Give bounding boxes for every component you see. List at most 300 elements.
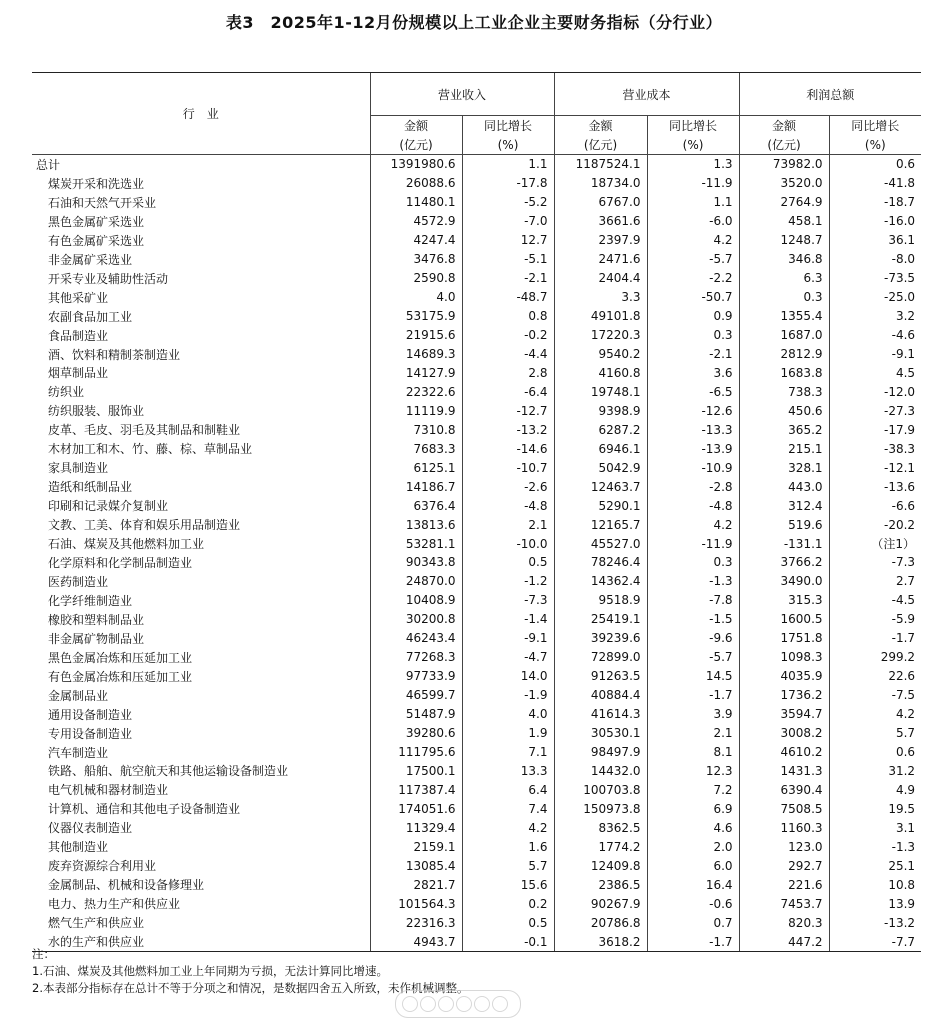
table-row [32,496,921,515]
cost-growth-cell: -2.8 [647,477,739,496]
cost-amount-cell: 2471.6 [554,250,647,269]
revenue-growth-cell: 1.1 [462,155,554,174]
profit-amount-cell: 292.7 [739,856,829,875]
industry-name-cell: 家具制造业 [48,461,109,476]
industry-name-cell: 有色金属冶炼和压延加工业 [48,669,193,684]
industry-name-cell: 电气机械和器材制造业 [48,783,169,798]
profit-amount-cell: 365.2 [739,420,829,439]
cost-growth-cell: 0.3 [647,326,739,345]
profit-growth-cell: -6.6 [829,496,921,515]
table-row [32,686,921,705]
revenue-amount-cell: 53175.9 [370,307,462,326]
cost-growth-cell: 16.4 [647,875,739,894]
cost-growth-cell: 6.9 [647,799,739,818]
table-row [32,724,921,743]
cost-header: 营业成本 [554,73,739,116]
revenue-growth-cell: -10.0 [462,534,554,553]
industry-name-cell: 汽车制造业 [48,745,109,760]
table-row [32,250,921,269]
cost-growth-cell: -50.7 [647,288,739,307]
cost-amount-cell: 2397.9 [554,231,647,250]
table-row [32,837,921,856]
cost-growth-cell: 4.2 [647,515,739,534]
revenue-amount-cell: 13085.4 [370,856,462,875]
table-row [32,629,921,648]
profit-amount-cell: 6390.4 [739,780,829,799]
profit-growth-cell: -1.3 [829,837,921,856]
industry-name-cell: 农副食品加工业 [48,309,133,324]
cost-amount-unit: (亿元) [554,135,647,155]
table-row [32,875,921,894]
revenue-growth-cell: -9.1 [462,629,554,648]
table-row [32,743,921,762]
cost-growth-cell: -10.9 [647,458,739,477]
profit-growth-cell: -7.5 [829,686,921,705]
cost-growth-cell: -2.1 [647,345,739,364]
revenue-growth-cell: 0.2 [462,894,554,913]
cost-amount-cell: 12409.8 [554,856,647,875]
revenue-growth-cell: 0.5 [462,553,554,572]
revenue-amount-cell: 21915.6 [370,326,462,345]
revenue-amount-cell: 53281.1 [370,534,462,553]
revenue-amount-header: 金额 [370,116,462,136]
revenue-growth-cell: -0.2 [462,326,554,345]
profit-amount-cell: 1600.5 [739,610,829,629]
cost-growth-header: 同比增长 [647,116,739,136]
table-row [32,610,921,629]
cost-growth-cell: -11.9 [647,534,739,553]
revenue-amount-cell: 51487.9 [370,705,462,724]
cost-amount-cell: 78246.4 [554,553,647,572]
revenue-amount-cell: 2159.1 [370,837,462,856]
table-row [32,799,921,818]
cost-amount-cell: 8362.5 [554,818,647,837]
industry-name-cell: 医药制造业 [48,574,109,589]
industry-name-cell: 石油和天然气开采业 [48,195,157,210]
revenue-growth-cell: 0.5 [462,913,554,932]
revenue-growth-cell: 1.9 [462,724,554,743]
profit-amount-cell: 1687.0 [739,326,829,345]
revenue-growth-cell: -12.7 [462,401,554,420]
profit-amount-header: 金额 [739,116,829,136]
cost-amount-cell: 5042.9 [554,458,647,477]
table-row [32,155,921,174]
industry-name-cell: 有色金属矿采选业 [48,233,145,248]
profit-growth-cell: 3.2 [829,307,921,326]
cost-growth-cell: 1.1 [647,193,739,212]
industry-name-cell: 专用设备制造业 [48,726,133,741]
cost-amount-cell: 100703.8 [554,780,647,799]
industry-name-cell: 燃气生产和供应业 [48,916,145,931]
table-row [32,363,921,382]
cost-amount-cell: 2386.5 [554,875,647,894]
revenue-amount-cell: 77268.3 [370,648,462,667]
profit-growth-cell: -41.8 [829,174,921,193]
cost-amount-cell: 1187524.1 [554,155,647,174]
revenue-growth-cell: -4.7 [462,648,554,667]
cost-amount-cell: 40884.4 [554,686,647,705]
profit-growth-cell: -20.2 [829,515,921,534]
revenue-growth-cell: -1.9 [462,686,554,705]
revenue-growth-cell: -7.0 [462,212,554,231]
cost-amount-cell: 3618.2 [554,932,647,951]
profit-amount-cell: 443.0 [739,477,829,496]
cost-growth-cell: -7.8 [647,591,739,610]
note-item-1: 1.石油、煤炭及其他燃料加工业上年同期为亏损，无法计算同比增速。 [32,964,388,978]
revenue-amount-cell: 4247.4 [370,231,462,250]
revenue-amount-cell: 6125.1 [370,458,462,477]
cost-amount-cell: 3.3 [554,288,647,307]
revenue-amount-cell: 4943.7 [370,932,462,951]
industry-name-cell: 化学纤维制造业 [48,593,133,608]
industry-name-cell: 化学原料和化学制品制造业 [48,555,193,570]
revenue-header: 营业收入 [370,73,554,116]
table-row [32,856,921,875]
revenue-growth-cell: 7.4 [462,799,554,818]
cost-growth-cell: -2.2 [647,269,739,288]
cost-amount-header: 金额 [554,116,647,136]
revenue-amount-cell: 14689.3 [370,345,462,364]
industry-name-cell: 其他制造业 [48,840,109,855]
profit-growth-header: 同比增长 [829,116,921,136]
revenue-amount-cell: 14186.7 [370,477,462,496]
revenue-growth-cell: -7.3 [462,591,554,610]
revenue-amount-cell: 7310.8 [370,420,462,439]
revenue-growth-cell: -14.6 [462,439,554,458]
cost-amount-cell: 9518.9 [554,591,647,610]
profit-growth-cell: -25.0 [829,288,921,307]
profit-growth-cell: -38.3 [829,439,921,458]
profit-amount-cell: 738.3 [739,382,829,401]
profit-amount-cell: 73982.0 [739,155,829,174]
table-row [32,231,921,250]
revenue-amount-cell: 97733.9 [370,667,462,686]
profit-growth-cell: 22.6 [829,667,921,686]
cost-growth-cell: 0.3 [647,553,739,572]
revenue-amount-cell: 11480.1 [370,193,462,212]
profit-amount-cell: 4610.2 [739,743,829,762]
profit-amount-cell: 519.6 [739,515,829,534]
revenue-amount-cell: 90343.8 [370,553,462,572]
industry-name-cell: 非金属矿物制品业 [48,631,145,646]
notes-label: 注： [32,947,55,961]
profit-amount-cell: 7453.7 [739,894,829,913]
profit-growth-cell: 31.2 [829,762,921,781]
revenue-growth-cell: -13.2 [462,420,554,439]
cost-growth-cell: 3.6 [647,363,739,382]
table-row [32,326,921,345]
profit-amount-cell: 7508.5 [739,799,829,818]
profit-growth-cell: 0.6 [829,155,921,174]
revenue-amount-cell: 1391980.6 [370,155,462,174]
profit-growth-cell: 2.7 [829,572,921,591]
industry-name-cell: 纺织业 [48,385,85,400]
revenue-growth-header: 同比增长 [462,116,554,136]
revenue-amount-cell: 24870.0 [370,572,462,591]
industry-name-cell: 总计 [36,157,61,172]
cost-growth-cell: -13.3 [647,420,739,439]
financial-indicators-table [32,72,921,952]
cost-amount-cell: 5290.1 [554,496,647,515]
profit-growth-cell: -5.9 [829,610,921,629]
table-row [32,420,921,439]
revenue-amount-cell: 30200.8 [370,610,462,629]
industry-name-cell: 纺织服装、服饰业 [48,404,145,419]
cost-growth-cell: 2.0 [647,837,739,856]
profit-growth-cell: 0.6 [829,743,921,762]
profit-amount-cell: 346.8 [739,250,829,269]
cost-amount-cell: 9398.9 [554,401,647,420]
profit-growth-cell: 299.2 [829,648,921,667]
table-row [32,174,921,193]
cost-growth-cell: -9.6 [647,629,739,648]
profit-growth-cell: -12.0 [829,382,921,401]
cost-amount-cell: 9540.2 [554,345,647,364]
revenue-growth-cell: -1.4 [462,610,554,629]
cost-growth-cell: -4.8 [647,496,739,515]
table-row [32,572,921,591]
revenue-growth-cell: -5.2 [462,193,554,212]
cost-amount-cell: 98497.9 [554,743,647,762]
cost-amount-cell: 6287.2 [554,420,647,439]
table-row [32,705,921,724]
profit-amount-cell: 1248.7 [739,231,829,250]
profit-amount-cell: 1098.3 [739,648,829,667]
revenue-growth-cell: -6.4 [462,382,554,401]
table-row [32,345,921,364]
note-item-2: 2.本表部分指标存在总计不等于分项之和情况，是数据四舍五入所致，未作机械调整。 [32,981,469,995]
cost-growth-unit: (%) [647,135,739,155]
table-row [32,667,921,686]
profit-amount-cell: 2812.9 [739,345,829,364]
industry-name-cell: 石油、煤炭及其他燃料加工业 [48,537,205,552]
profit-amount-cell: 315.3 [739,591,829,610]
table-row [32,382,921,401]
cost-amount-cell: 19748.1 [554,382,647,401]
industry-name-cell: 皮革、毛皮、羽毛及其制品和制鞋业 [48,423,241,438]
cost-amount-cell: 14362.4 [554,572,647,591]
revenue-amount-unit: (亿元) [370,135,462,155]
watermark-icon [395,990,521,1018]
profit-growth-cell: 25.1 [829,856,921,875]
profit-amount-cell: 1355.4 [739,307,829,326]
revenue-growth-cell: -5.1 [462,250,554,269]
profit-growth-cell: -1.7 [829,629,921,648]
table-row [32,591,921,610]
industry-name-cell: 通用设备制造业 [48,707,133,722]
profit-growth-cell: -9.1 [829,345,921,364]
profit-growth-cell: 4.9 [829,780,921,799]
revenue-growth-cell: -10.7 [462,458,554,477]
cost-growth-cell: 1.3 [647,155,739,174]
profit-growth-cell: -7.3 [829,553,921,572]
profit-amount-cell: 450.6 [739,401,829,420]
profit-amount-cell: 221.6 [739,875,829,894]
table-row [32,288,921,307]
cost-growth-cell: 7.2 [647,780,739,799]
industry-name-cell: 计算机、通信和其他电子设备制造业 [48,802,241,817]
industry-name-cell: 其他采矿业 [48,290,109,305]
profit-growth-cell: -18.7 [829,193,921,212]
profit-amount-cell: 312.4 [739,496,829,515]
revenue-amount-cell: 10408.9 [370,591,462,610]
profit-growth-cell: 19.5 [829,799,921,818]
revenue-amount-cell: 11329.4 [370,818,462,837]
profit-growth-cell: -17.9 [829,420,921,439]
table-row [32,401,921,420]
revenue-amount-cell: 11119.9 [370,401,462,420]
industry-name-cell: 橡胶和塑料制品业 [48,612,145,627]
profit-amount-cell: 123.0 [739,837,829,856]
table-row [32,212,921,231]
cost-amount-cell: 72899.0 [554,648,647,667]
profit-amount-cell: 3490.0 [739,572,829,591]
profit-amount-cell: 0.3 [739,288,829,307]
profit-growth-unit: (%) [829,135,921,155]
revenue-amount-cell: 39280.6 [370,724,462,743]
profit-growth-cell: -16.0 [829,212,921,231]
table-row [32,307,921,326]
revenue-growth-cell: 13.3 [462,762,554,781]
cost-amount-cell: 12463.7 [554,477,647,496]
industry-name-cell: 食品制造业 [48,328,109,343]
revenue-growth-cell: -17.8 [462,174,554,193]
revenue-amount-cell: 17500.1 [370,762,462,781]
cost-growth-cell: -1.7 [647,686,739,705]
industry-name-cell: 文教、工美、体育和娱乐用品制造业 [48,518,241,533]
revenue-growth-cell: -1.2 [462,572,554,591]
revenue-amount-cell: 6376.4 [370,496,462,515]
profit-growth-cell: -8.0 [829,250,921,269]
profit-growth-cell: 4.2 [829,705,921,724]
profit-growth-cell: -73.5 [829,269,921,288]
profit-amount-cell: -131.1 [739,534,829,553]
table-row [32,534,921,553]
cost-amount-cell: 3661.6 [554,212,647,231]
profit-growth-cell: -7.7 [829,932,921,951]
cost-growth-cell: -6.5 [647,382,739,401]
revenue-growth-cell: 14.0 [462,667,554,686]
revenue-amount-cell: 4.0 [370,288,462,307]
revenue-growth-cell: -2.1 [462,269,554,288]
profit-amount-cell: 1683.8 [739,363,829,382]
profit-growth-cell: -4.5 [829,591,921,610]
profit-amount-cell: 3520.0 [739,174,829,193]
cost-growth-cell: 6.0 [647,856,739,875]
cost-amount-cell: 1774.2 [554,837,647,856]
cost-growth-cell: 8.1 [647,743,739,762]
industry-name-cell: 电力、热力生产和供应业 [48,897,181,912]
profit-growth-cell: 4.5 [829,363,921,382]
cost-growth-cell: 2.1 [647,724,739,743]
cost-amount-cell: 12165.7 [554,515,647,534]
cost-growth-cell: 4.6 [647,818,739,837]
industry-name-cell: 废弃资源综合利用业 [48,859,157,874]
table-row [32,648,921,667]
cost-amount-cell: 91263.5 [554,667,647,686]
industry-name-cell: 金属制品业 [48,688,109,703]
table-row [32,553,921,572]
table-row [32,780,921,799]
table-row [32,818,921,837]
revenue-amount-cell: 46599.7 [370,686,462,705]
profit-growth-cell: -27.3 [829,401,921,420]
revenue-amount-cell: 7683.3 [370,439,462,458]
revenue-growth-cell: 2.1 [462,515,554,534]
profit-growth-cell: 13.9 [829,894,921,913]
revenue-growth-cell: 12.7 [462,231,554,250]
revenue-amount-cell: 111795.6 [370,743,462,762]
revenue-growth-cell: -0.1 [462,932,554,951]
revenue-amount-cell: 174051.6 [370,799,462,818]
cost-growth-cell: -1.5 [647,610,739,629]
cost-growth-cell: 12.3 [647,762,739,781]
revenue-growth-cell: 2.8 [462,363,554,382]
table-row [32,477,921,496]
table-row [32,439,921,458]
revenue-amount-cell: 117387.4 [370,780,462,799]
revenue-growth-cell: 6.4 [462,780,554,799]
revenue-growth-cell: -4.4 [462,345,554,364]
table-row [32,515,921,534]
profit-header: 利润总额 [739,73,921,116]
cost-amount-cell: 14432.0 [554,762,647,781]
profit-amount-cell: 4035.9 [739,667,829,686]
table-body [32,155,921,952]
cost-growth-cell: -12.6 [647,401,739,420]
cost-amount-cell: 45527.0 [554,534,647,553]
revenue-amount-cell: 4572.9 [370,212,462,231]
cost-growth-cell: -1.3 [647,572,739,591]
cost-growth-cell: 3.9 [647,705,739,724]
cost-amount-cell: 25419.1 [554,610,647,629]
cost-amount-cell: 30530.1 [554,724,647,743]
industry-name-cell: 仪器仪表制造业 [48,821,133,836]
revenue-growth-cell: -48.7 [462,288,554,307]
profit-amount-cell: 2764.9 [739,193,829,212]
revenue-growth-cell: 4.0 [462,705,554,724]
revenue-amount-cell: 2821.7 [370,875,462,894]
table-row [32,458,921,477]
revenue-amount-cell: 14127.9 [370,363,462,382]
profit-amount-cell: 215.1 [739,439,829,458]
industry-name-cell: 印刷和记录媒介复制业 [48,499,169,514]
profit-growth-cell: -4.6 [829,326,921,345]
profit-growth-cell: -12.1 [829,458,921,477]
industry-name-cell: 造纸和纸制品业 [48,480,133,495]
cost-amount-cell: 6946.1 [554,439,647,458]
profit-growth-cell: -13.6 [829,477,921,496]
cost-amount-cell: 6767.0 [554,193,647,212]
revenue-amount-cell: 22322.6 [370,382,462,401]
revenue-amount-cell: 3476.8 [370,250,462,269]
cost-amount-cell: 18734.0 [554,174,647,193]
cost-growth-cell: 0.7 [647,913,739,932]
profit-growth-cell: 36.1 [829,231,921,250]
cost-growth-cell: 4.2 [647,231,739,250]
profit-amount-cell: 458.1 [739,212,829,231]
industry-header: 行 业 [32,73,370,155]
cost-amount-cell: 39239.6 [554,629,647,648]
industry-name-cell: 黑色金属冶炼和压延加工业 [48,650,193,665]
table-row [32,913,921,932]
table-row [32,269,921,288]
cost-growth-cell: 14.5 [647,667,739,686]
industry-name-cell: 金属制品、机械和设备修理业 [48,878,205,893]
cost-amount-cell: 90267.9 [554,894,647,913]
revenue-amount-cell: 22316.3 [370,913,462,932]
cost-amount-cell: 150973.8 [554,799,647,818]
